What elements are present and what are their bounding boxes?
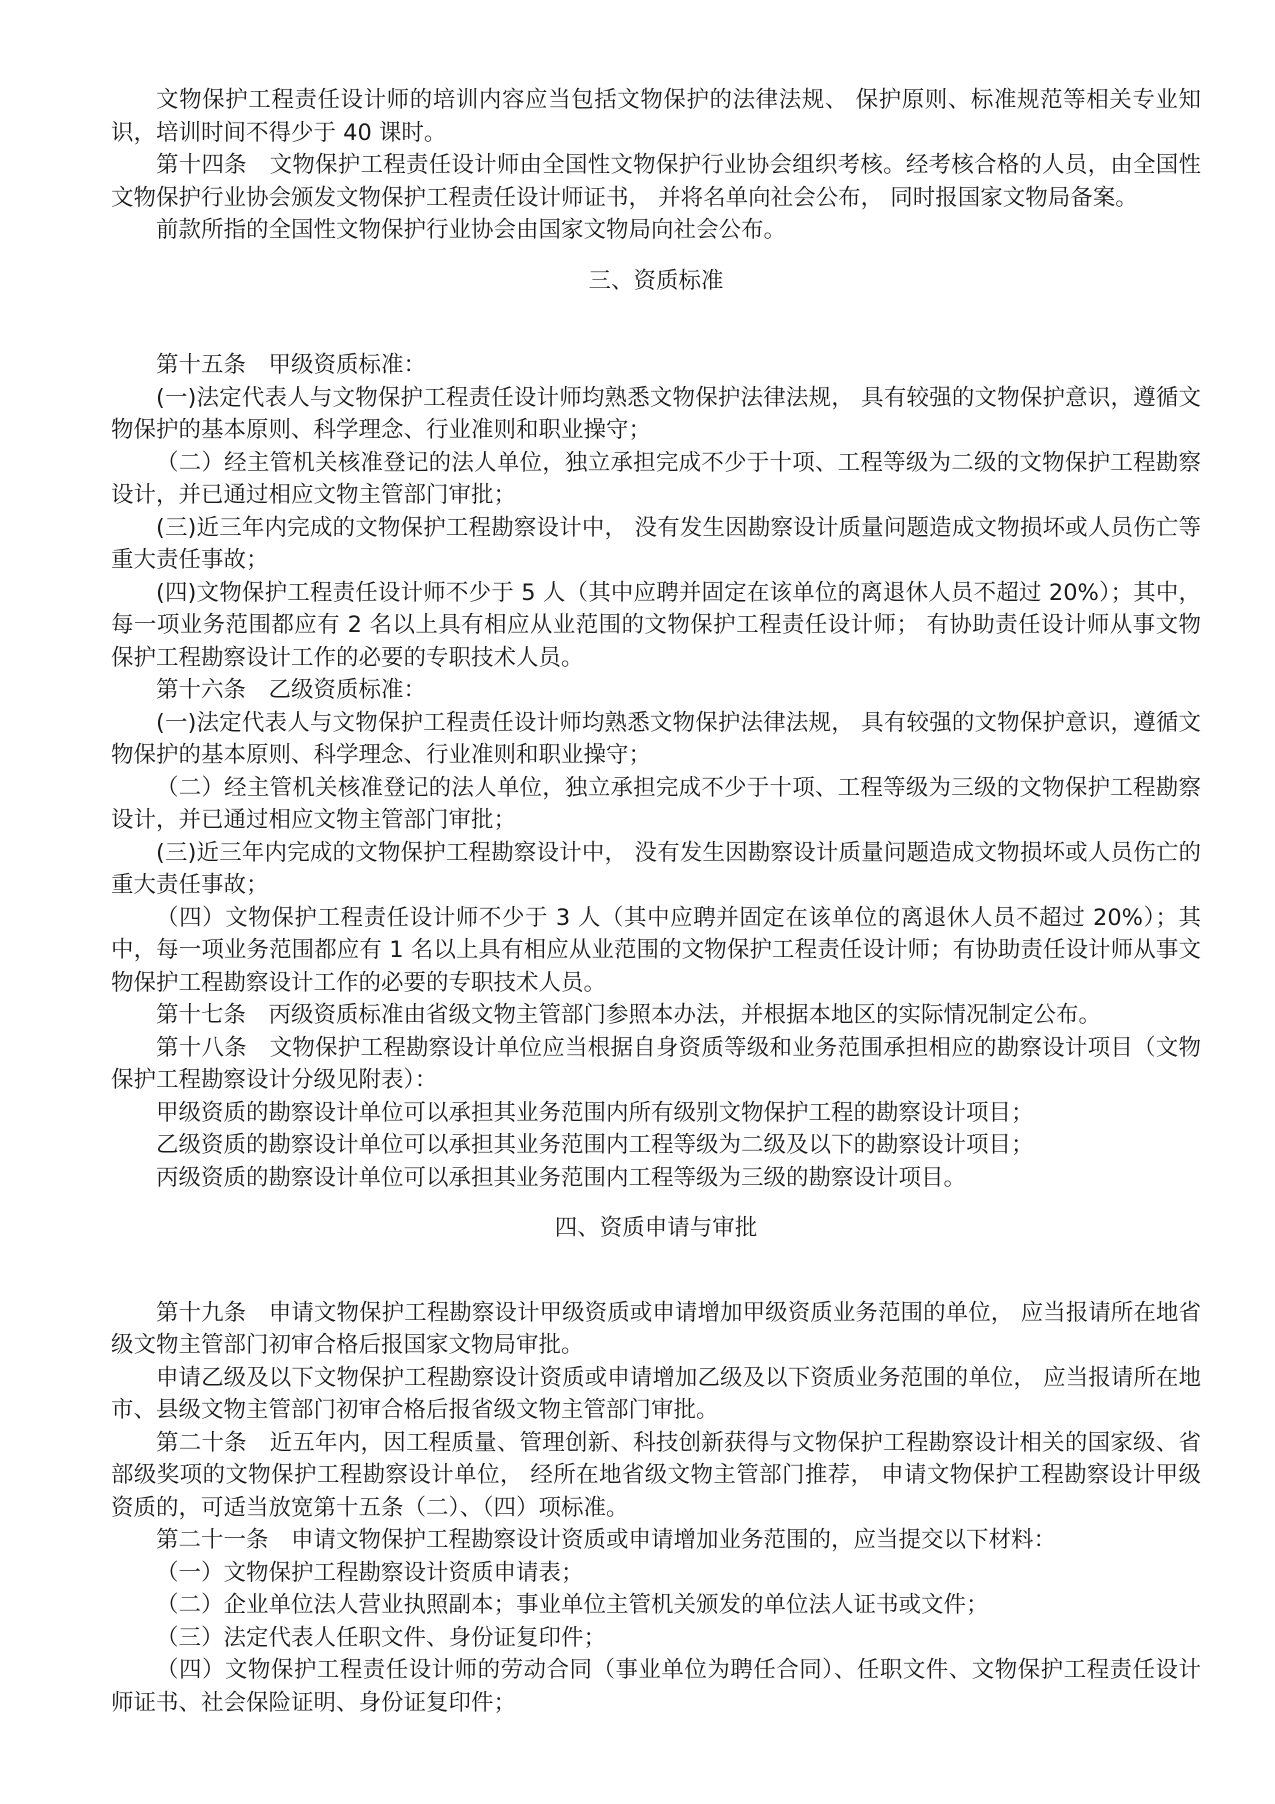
article-17: 第十七条 丙级资质标准由省级文物主管部门参照本办法，并根据本地区的实际情况制定公布。 [156, 1002, 1102, 1028]
list-item: （四）文物保护工程责任设计师不少于 3 人（其中应聘并固定在该单位的离退休人员不超过 20%）；其中，每一项业务范围都应有 1 名以上具有相应从业范围的文物保护工程责任设计师；有协助责任设计师从事文物保护工程勘察设计工作的必要的专职技术人员。 [111, 904, 1201, 996]
paragraph: 乙级资质的勘察设计单位可以承担其业务范围内工程等级为二级及以下的勘察设计项目； [156, 1132, 1034, 1158]
document-page [111, 84, 1201, 1719]
paragraph: 文物保护工程责任设计师的培训内容应当包括文物保护的法律法规、 保护原则、标准规范等相关专业知识，培训时间不得少于 40 课时。 [111, 87, 1201, 146]
article-21: 第二十一条 申请文物保护工程勘察设计资质或申请增加业务范围的，应当提交以下材料： [156, 1527, 1057, 1553]
section-heading-qualification-standards: 三、资质标准 [588, 267, 724, 294]
list-item: （四）文物保护工程责任设计师的劳动合同（事业单位为聘任合同）、任职文件、文物保护工程责任设计师证书、社会保险证明、身份证复印件； [111, 1657, 1201, 1716]
paragraph: 前款所指的全国性文物保护行业协会由国家文物局向社会公布。 [156, 217, 787, 243]
article-18: 第十八条 文物保护工程勘察设计单位应当根据自身资质等级和业务范围承担相应的勘察设计项目（文物保护工程勘察设计分级见附表）： [111, 1034, 1201, 1093]
article-14: 第十四条 文物保护工程责任设计师由全国性文物保护行业协会组织考核。经考核合格的人员，由全国性文物保护行业协会颁发文物保护工程责任设计师证书， 并将名单向社会公布， 同时报国家文物局备案。 [111, 152, 1201, 211]
section-heading-application-approval: 四、资质申请与审批 [554, 1215, 758, 1241]
article-19: 第十九条 申请文物保护工程勘察设计甲级资质或申请增加甲级资质业务范围的单位， 应当报请所在地省级文物主管部门初审合格后报国家文物局审批。 [111, 1299, 1201, 1358]
list-item: （二）经主管机关核准登记的法人单位，独立承担完成不少于十项、工程等级为三级的文物保护工程勘察设计，并已通过相应文物主管部门审批； [111, 774, 1201, 833]
paragraph: 申请乙级及以下文物保护工程勘察设计资质或申请增加乙级及以下资质业务范围的单位， 应当报请所在地市、县级文物主管部门初审合格后报省级文物主管部门审批。 [111, 1364, 1201, 1423]
list-item: （二）企业单位法人营业执照副本；事业单位主管机关颁发的单位法人证书或文件； [156, 1592, 989, 1618]
list-item: (一)法定代表人与文物保护工程责任设计师均熟悉文物保护法律法规， 具有较强的文物保护意识，遵循文物保护的基本原则、科学理念、行业准则和职业操守； [111, 709, 1201, 768]
list-item: （三）法定代表人任职文件、身份证复印件； [156, 1624, 607, 1651]
list-item: (四)文物保护工程责任设计师不少于 5 人（其中应聘并固定在该单位的离退休人员不超过 20%）；其中，每一项业务范围都应有 2 名以上具有相应从业范围的文物保护工程责任设计师； 有协助责任设计师从事文物保护工程勘察设计工作的必要的专职技术人员。 [111, 579, 1201, 671]
list-item: (一)法定代表人与文物保护工程责任设计师均熟悉文物保护法律法规， 具有较强的文物保护意识，遵循文物保护的基本原则、科学理念、行业准则和职业操守； [111, 384, 1201, 443]
article-20: 第二十条 近五年内，因工程质量、管理创新、科技创新获得与文物保护工程勘察设计相关的国家级、省部级奖项的文物保护工程勘察设计单位， 经所在地省级文物主管部门推荐， 申请文物保护工程勘察设计甲级资质的，可适当放宽第十五条（二）、（四）项标准。 [111, 1429, 1201, 1521]
list-item: （一）文物保护工程勘察设计资质申请表； [156, 1559, 584, 1586]
paragraph: 甲级资质的勘察设计单位可以承担其业务范围内所有级别文物保护工程的勘察设计项目； [156, 1099, 1034, 1126]
article-16: 第十六条 乙级资质标准： [156, 677, 427, 703]
paragraph: 丙级资质的勘察设计单位可以承担其业务范围内工程等级为三级的勘察设计项目。 [156, 1164, 967, 1191]
list-item: (三)近三年内完成的文物保护工程勘察设计中， 没有发生因勘察设计质量问题造成文物损坏或人员伤亡的重大责任事故； [111, 839, 1201, 898]
list-item: (三)近三年内完成的文物保护工程勘察设计中， 没有发生因勘察设计质量问题造成文物损坏或人员伤亡等重大责任事故； [111, 514, 1201, 573]
list-item: （二）经主管机关核准登记的法人单位，独立承担完成不少于十项、工程等级为二级的文物保护工程勘察设计，并已通过相应文物主管部门审批； [111, 449, 1201, 508]
article-15: 第十五条 甲级资质标准： [156, 352, 427, 378]
